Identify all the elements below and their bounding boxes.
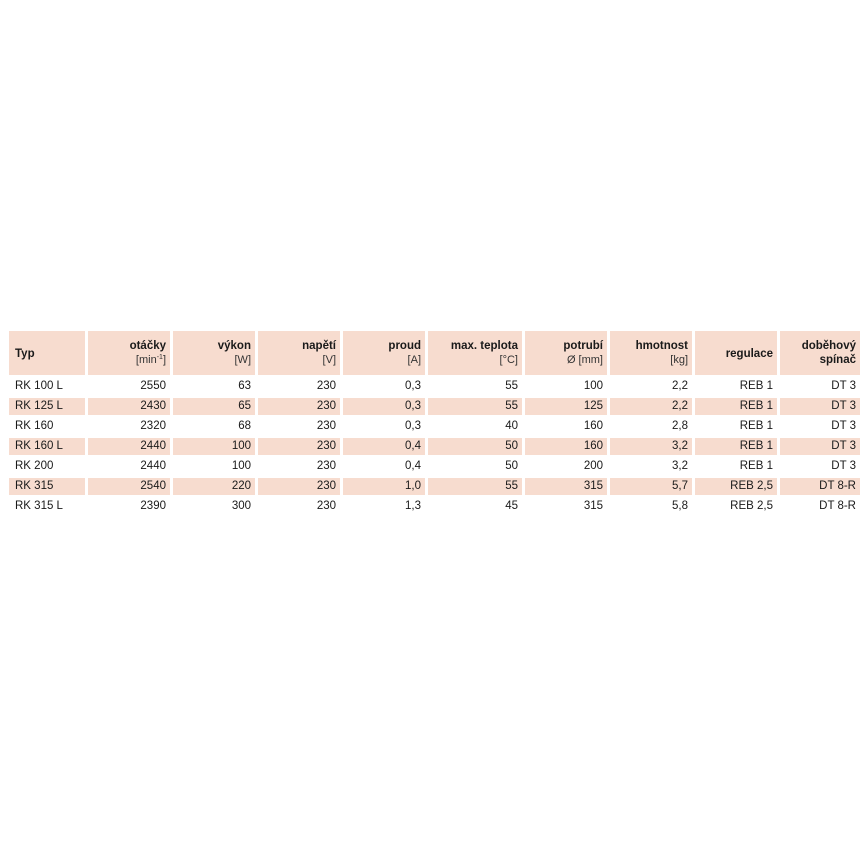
unit-end: ] — [162, 354, 166, 366]
col-header-label: doběhový — [801, 340, 856, 352]
table-cell: 230 — [316, 420, 336, 432]
table-cell: REB 1 — [695, 398, 777, 415]
table-row — [9, 438, 860, 455]
col-header-unit — [92, 353, 166, 367]
table-cell: REB 2,5 — [730, 500, 773, 512]
col-header-label: max. teplota — [450, 340, 518, 352]
table-row — [9, 458, 860, 475]
table-cell: 55 — [505, 380, 518, 392]
table-cell: DT 3 — [831, 380, 856, 392]
table-cell: 0,3 — [405, 420, 421, 432]
col-header-typ — [9, 331, 85, 375]
table-cell: RK 315 L — [15, 500, 63, 512]
table-cell: 100 — [173, 438, 255, 455]
table-cell: DT 3 — [780, 438, 860, 455]
table-cell: 5,7 — [610, 478, 692, 495]
table-cell: REB 1 — [695, 438, 777, 455]
table-cell: 230 — [258, 478, 340, 495]
table-cell: 2,8 — [672, 420, 688, 432]
table-cell: RK 125 L — [9, 398, 85, 415]
table-cell: 3,2 — [610, 438, 692, 455]
table-cell: 65 — [173, 398, 255, 415]
table-cell: RK 100 L — [15, 380, 63, 392]
table-cell: 2550 — [140, 380, 166, 392]
col-header-hmotnost — [610, 331, 692, 375]
table-cell: 68 — [238, 420, 251, 432]
table-cell: REB 1 — [739, 420, 773, 432]
unit-sup: -1 — [156, 354, 163, 361]
table-cell: 2440 — [88, 438, 170, 455]
table-cell: 0,3 — [343, 398, 425, 415]
col-header-unit: [A] — [407, 354, 421, 366]
table-cell: REB 1 — [739, 380, 773, 392]
table-cell: 230 — [316, 500, 336, 512]
table-cell: REB 1 — [739, 460, 773, 472]
table-cell: 160 — [525, 438, 607, 455]
col-header-max-teplota — [428, 331, 522, 375]
table-cell: 1,3 — [405, 500, 421, 512]
col-header-label: regulace — [725, 348, 773, 360]
table-cell: 63 — [238, 380, 251, 392]
table-cell: 2430 — [88, 398, 170, 415]
col-header-label: otáčky — [129, 340, 166, 352]
table-cell: 5,8 — [672, 500, 688, 512]
table-cell: 3,2 — [672, 460, 688, 472]
table-cell: 300 — [231, 500, 251, 512]
col-header-vykon — [173, 331, 255, 375]
col-header-label: napětí — [302, 340, 336, 352]
table-row — [9, 398, 860, 415]
table-body — [9, 378, 860, 515]
table-cell: 315 — [525, 478, 607, 495]
col-header-proud — [343, 331, 425, 375]
col-header-unit: [W] — [234, 354, 251, 366]
table-cell: DT 8-R — [780, 478, 860, 495]
table-cell: 100 — [231, 460, 251, 472]
table-row — [9, 478, 860, 495]
table-cell: 160 — [583, 420, 603, 432]
table-cell: 220 — [173, 478, 255, 495]
col-header-dobehovy-spinac — [780, 331, 860, 375]
col-header-unit: [kg] — [670, 354, 688, 366]
table-cell: 1,0 — [343, 478, 425, 495]
col-header-label-line2: spínač — [819, 354, 856, 366]
col-header-unit: Ø [mm] — [566, 354, 603, 366]
table-cell: DT 3 — [780, 398, 860, 415]
table-cell: 2440 — [140, 460, 166, 472]
table-cell: 2320 — [140, 420, 166, 432]
table-cell: 50 — [428, 438, 522, 455]
table-cell: 315 — [583, 500, 603, 512]
table-cell: 50 — [505, 460, 518, 472]
table-cell: DT 8-R — [819, 500, 856, 512]
table-cell: 230 — [316, 380, 336, 392]
col-header-otacky — [88, 331, 170, 375]
col-header-unit: [°C] — [499, 354, 518, 366]
table-cell: DT 3 — [831, 460, 856, 472]
table-cell: 2,2 — [672, 380, 688, 392]
table-cell: 55 — [428, 398, 522, 415]
table-cell: 2390 — [140, 500, 166, 512]
col-header-label: potrubí — [563, 340, 603, 352]
col-header-potrubi — [525, 331, 607, 375]
table-cell: 40 — [505, 420, 518, 432]
table-cell: RK 200 — [15, 460, 54, 472]
table-row — [9, 498, 860, 515]
table-cell: RK 315 — [9, 478, 85, 495]
table-cell: 100 — [583, 380, 603, 392]
table-row — [9, 378, 860, 395]
table-cell: RK 160 — [15, 420, 54, 432]
table-cell: 45 — [505, 500, 518, 512]
unit-text: [min — [135, 354, 157, 366]
table-cell: 2540 — [88, 478, 170, 495]
col-header-label: hmotnost — [635, 340, 688, 352]
table-cell: 0,3 — [405, 380, 421, 392]
table-cell: 125 — [525, 398, 607, 415]
col-header-label: proud — [388, 340, 421, 352]
table-row — [9, 418, 860, 435]
spec-table — [6, 328, 863, 518]
col-header-regulace — [695, 331, 777, 375]
table-cell: 2,2 — [610, 398, 692, 415]
table-cell: 200 — [583, 460, 603, 472]
col-header-napeti — [258, 331, 340, 375]
table-cell: 230 — [258, 398, 340, 415]
table-cell: 0,4 — [343, 438, 425, 455]
table-cell: 55 — [428, 478, 522, 495]
table-cell: 230 — [258, 438, 340, 455]
header-row — [9, 331, 860, 375]
table-cell: DT 3 — [831, 420, 856, 432]
col-header-unit: [V] — [322, 354, 336, 366]
col-header-label: Typ — [15, 348, 35, 360]
col-header-label: výkon — [217, 340, 251, 352]
table-cell: 0,4 — [405, 460, 421, 472]
table-cell: 230 — [316, 460, 336, 472]
table-cell: RK 160 L — [9, 438, 85, 455]
table-cell: REB 2,5 — [695, 478, 777, 495]
